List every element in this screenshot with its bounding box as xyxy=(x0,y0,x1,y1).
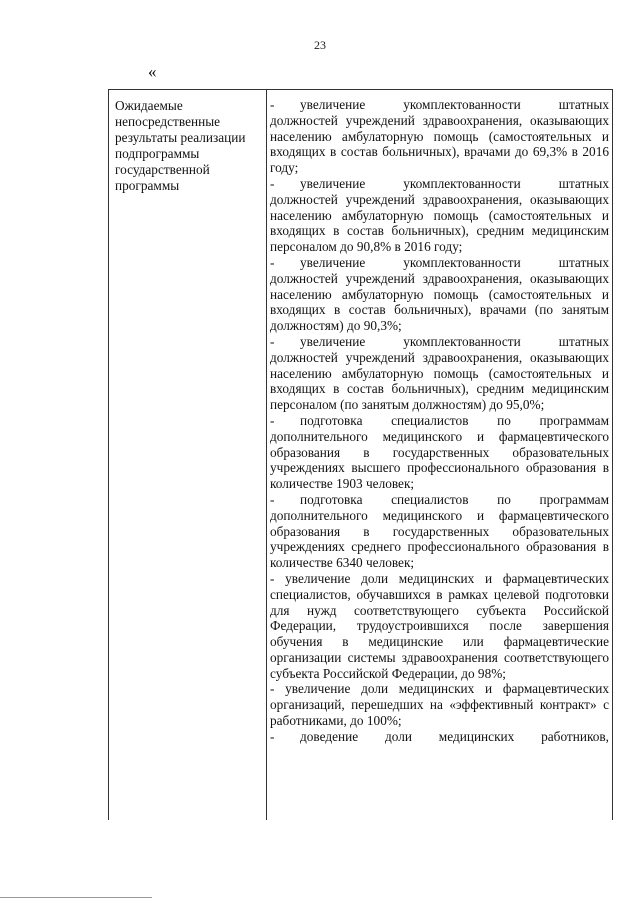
list-item-text: увеличение укомплектованности штатных должностей учреждений здравоохранения, оказывающих населению амбулаторную помощь (самостоятельных и входящих в состав больничных), средним медицинским персоналом (по занятым должностям) до 95,0%; xyxy=(270,333,609,413)
list-item-text: подготовка специалистов по программам дополнительного медицинского и фармацевтического образования в государственных образовательных учреждениях высшего профессионального образования в количестве 1903 человек; xyxy=(270,412,609,492)
list-item-text: увеличение укомплектованности штатных должностей учреждений здравоохранения, оказывающих населению амбулаторную помощь (самостоятельных и входящих в состав больничных), врачами (по занятым должностям) до 90,3%; xyxy=(270,254,609,334)
content-column xyxy=(267,90,613,821)
row-label: Ожидаемые непосредственные результаты реализации подпрограммы государственной программы xyxy=(115,98,246,193)
list-item-text: увеличение доли медицинских и фармацевтических специалистов, обучавшихся в рамках целевой подготовки для нужд соответствующего субъекта Российской Федерации, трудоустроившихся после завершения обучения в медицинские или фармацевтические организации системы здравоохранения соответствующего субъекта Российской Федерации, до 98%; xyxy=(270,570,609,681)
list-item-text: увеличение укомплектованности штатных должностей учреждений здравоохранения, оказывающих населению амбулаторную помощь (самостоятельных и входящих в состав больничных), врачами до 69,3% в 2016 году; xyxy=(270,97,609,176)
list-item xyxy=(270,176,609,255)
list-dash: - xyxy=(270,491,275,507)
list-item xyxy=(270,255,609,334)
bottom-rule xyxy=(0,897,152,898)
results-list xyxy=(267,90,612,820)
list-dash: - xyxy=(270,333,275,349)
list-item xyxy=(270,413,609,492)
list-dash: - xyxy=(270,254,275,270)
list-dash: - xyxy=(270,412,275,428)
list-item xyxy=(270,492,609,571)
list-item xyxy=(270,681,609,728)
list-dash: - xyxy=(270,570,275,586)
list-dash: - xyxy=(270,728,275,744)
list-item xyxy=(270,729,609,745)
list-item-text: доведение доли медицинских работников, xyxy=(300,728,609,744)
opening-quote-mark: « xyxy=(148,62,157,81)
list-item-text: увеличение доли медицинских и фармацевтических организаций, перешедших на «эффективный контракт» с работниками, до 100%; xyxy=(270,681,609,729)
list-item-text: увеличение укомплектованности штатных должностей учреждений здравоохранения, оказывающих населению амбулаторную помощь (самостоятельных и входящих в состав больничных), средним медицинским персоналом до 90,8% в 2016 году; xyxy=(270,175,609,255)
results-table xyxy=(108,89,613,820)
list-item xyxy=(270,571,609,682)
list-dash: - xyxy=(270,175,275,191)
list-item-text: подготовка специалистов по программам дополнительного медицинского и фармацевтического образования в государственных образовательных учреждениях среднего профессионального образования в количестве 6340 человек; xyxy=(270,491,609,571)
label-column xyxy=(109,90,267,821)
table-row xyxy=(109,90,613,821)
list-dash: - xyxy=(270,681,275,697)
list-item xyxy=(270,97,609,176)
list-item xyxy=(270,334,609,413)
list-dash: - xyxy=(270,97,275,112)
page-number: 23 xyxy=(314,38,326,52)
